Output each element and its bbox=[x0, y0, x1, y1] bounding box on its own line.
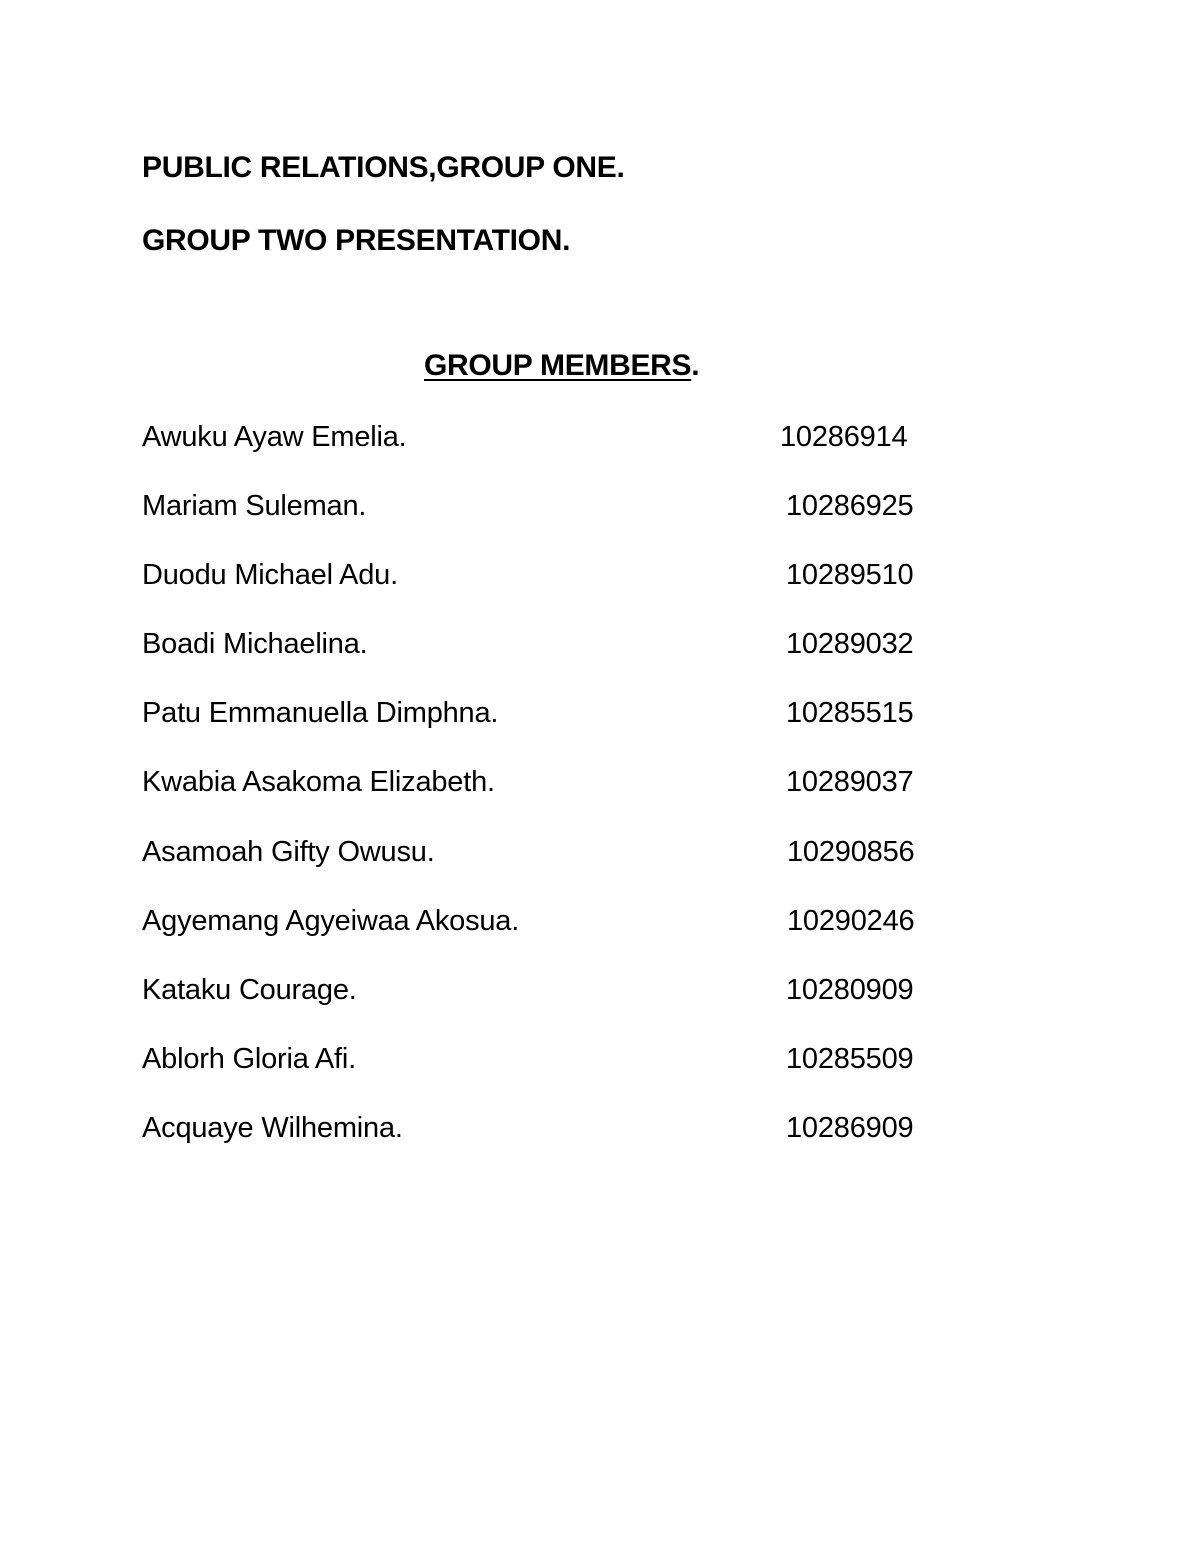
member-name: Kataku Courage. bbox=[142, 973, 357, 1006]
member-id: 10286909 bbox=[786, 1111, 914, 1144]
members-title-period: . bbox=[691, 349, 700, 382]
member-id: 10289037 bbox=[786, 766, 914, 799]
member-row bbox=[142, 695, 1042, 764]
member-name: Boadi Michaelina. bbox=[142, 628, 368, 661]
member-name: Agyemang Agyeiwaa Akosua. bbox=[142, 904, 520, 937]
member-name: Duodu Michael Adu. bbox=[142, 559, 398, 592]
member-id: 10290856 bbox=[787, 835, 915, 868]
member-row bbox=[142, 557, 1042, 626]
course-heading: PUBLIC RELATIONS,GROUP ONE. bbox=[142, 151, 625, 184]
member-name: Asamoah Gifty Owusu. bbox=[142, 835, 435, 868]
member-id: 10289510 bbox=[786, 559, 914, 592]
member-row bbox=[142, 764, 1042, 833]
member-id: 10286914 bbox=[780, 421, 908, 453]
member-row bbox=[142, 419, 1042, 488]
member-row bbox=[142, 903, 1042, 972]
member-id: 10289032 bbox=[786, 628, 914, 661]
member-id: 10286925 bbox=[786, 490, 914, 523]
presentation-heading: GROUP TWO PRESENTATION. bbox=[142, 224, 571, 257]
member-row bbox=[142, 972, 1042, 1041]
members-title-text: GROUP MEMBERS bbox=[424, 349, 692, 382]
member-row bbox=[142, 626, 1042, 695]
member-row bbox=[142, 1110, 1042, 1179]
member-id: 10280909 bbox=[786, 973, 914, 1006]
member-name: Mariam Suleman. bbox=[142, 490, 367, 523]
member-name: Awuku Ayaw Emelia. bbox=[142, 421, 407, 453]
member-id: 10290246 bbox=[787, 904, 915, 937]
member-name: Patu Emmanuella Dimphna. bbox=[142, 697, 499, 730]
member-row bbox=[142, 1041, 1042, 1110]
member-id: 10285509 bbox=[786, 1042, 914, 1075]
member-name: Acquaye Wilhemina. bbox=[142, 1111, 403, 1144]
member-row bbox=[142, 488, 1042, 557]
member-row bbox=[142, 834, 1042, 903]
member-name: Ablorh Gloria Afi. bbox=[142, 1042, 356, 1075]
member-name: Kwabia Asakoma Elizabeth. bbox=[142, 766, 495, 799]
member-id: 10285515 bbox=[786, 697, 914, 730]
members-list bbox=[142, 419, 1042, 1179]
members-title bbox=[424, 348, 699, 384]
